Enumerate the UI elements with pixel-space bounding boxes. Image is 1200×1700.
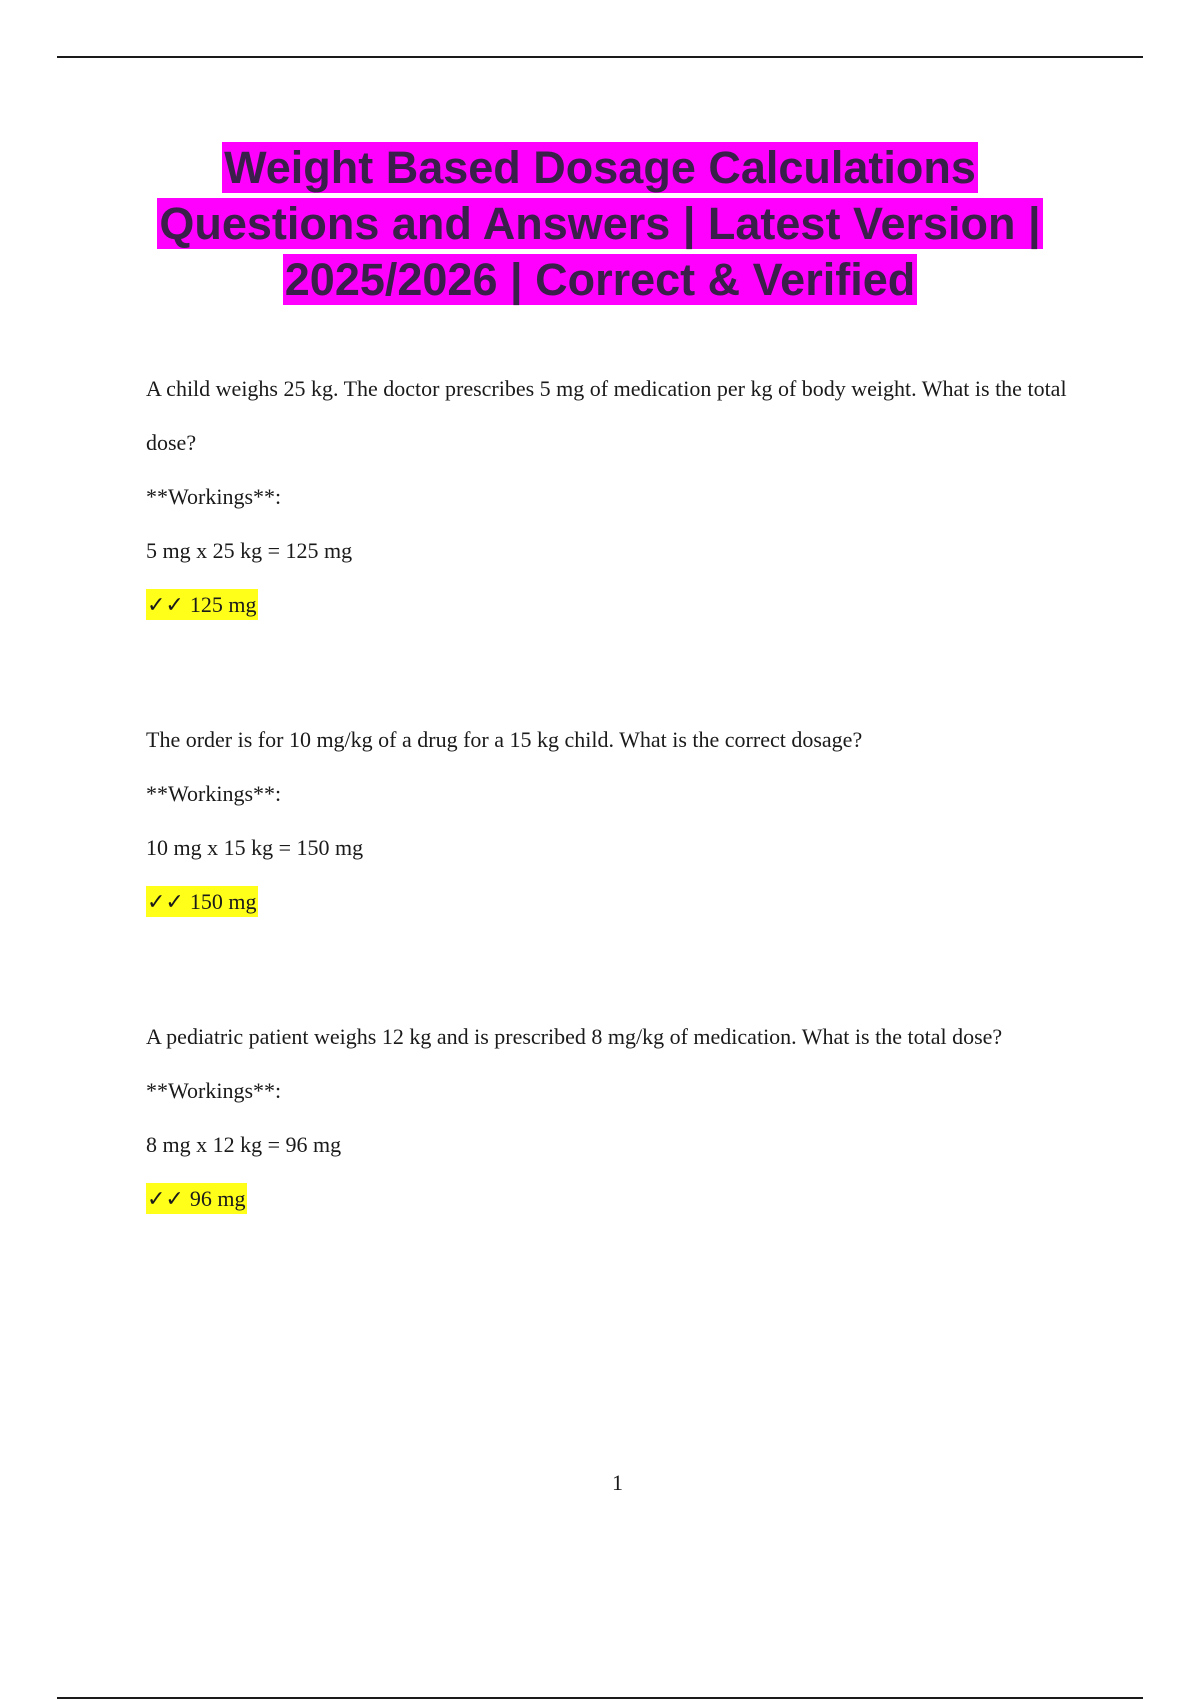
answer-line bbox=[146, 578, 1106, 633]
document-body bbox=[146, 362, 1106, 1227]
question-text: A child weighs 25 kg. The doctor prescribes 5 mg of medication per kg of body weight. What is the total dose? bbox=[146, 376, 1067, 455]
title-highlight: Weight Based Dosage Calculations Questions and Answers | Latest Version | 2025/2026 | Correct & Verified bbox=[159, 142, 1041, 305]
workings-label: **Workings**: bbox=[146, 484, 282, 509]
workings-calculation: 10 mg x 15 kg = 150 mg bbox=[146, 835, 364, 860]
answer-line bbox=[146, 875, 1106, 930]
double-check-icon: ✓✓ bbox=[147, 1187, 184, 1212]
double-check-icon: ✓✓ bbox=[147, 890, 184, 915]
question-block-1 bbox=[146, 362, 1106, 633]
answer-highlight bbox=[146, 1183, 247, 1214]
answer-value: 150 mg bbox=[189, 889, 257, 914]
page-number: 1 bbox=[612, 1470, 623, 1495]
workings-label: **Workings**: bbox=[146, 1078, 282, 1103]
answer-highlight bbox=[146, 589, 258, 620]
question-text: A pediatric patient weighs 12 kg and is prescribed 8 mg/kg of medication. What is the total dose? bbox=[146, 1024, 1003, 1049]
header-rule bbox=[57, 56, 1143, 58]
answer-value: 125 mg bbox=[189, 592, 257, 617]
workings-label: **Workings**: bbox=[146, 781, 282, 806]
double-check-icon: ✓✓ bbox=[147, 593, 184, 618]
workings-calculation: 8 mg x 12 kg = 96 mg bbox=[146, 1132, 342, 1157]
answer-highlight bbox=[146, 886, 258, 917]
footer-rule bbox=[57, 1697, 1143, 1699]
question-text: The order is for 10 mg/kg of a drug for a 15 kg child. What is the correct dosage? bbox=[146, 727, 863, 752]
workings-calculation: 5 mg x 25 kg = 125 mg bbox=[146, 538, 353, 563]
question-block-2 bbox=[146, 713, 1106, 930]
answer-value: 96 mg bbox=[189, 1186, 246, 1211]
answer-line bbox=[146, 1172, 1106, 1227]
question-block-3 bbox=[146, 1010, 1106, 1227]
document-title bbox=[130, 140, 1070, 308]
